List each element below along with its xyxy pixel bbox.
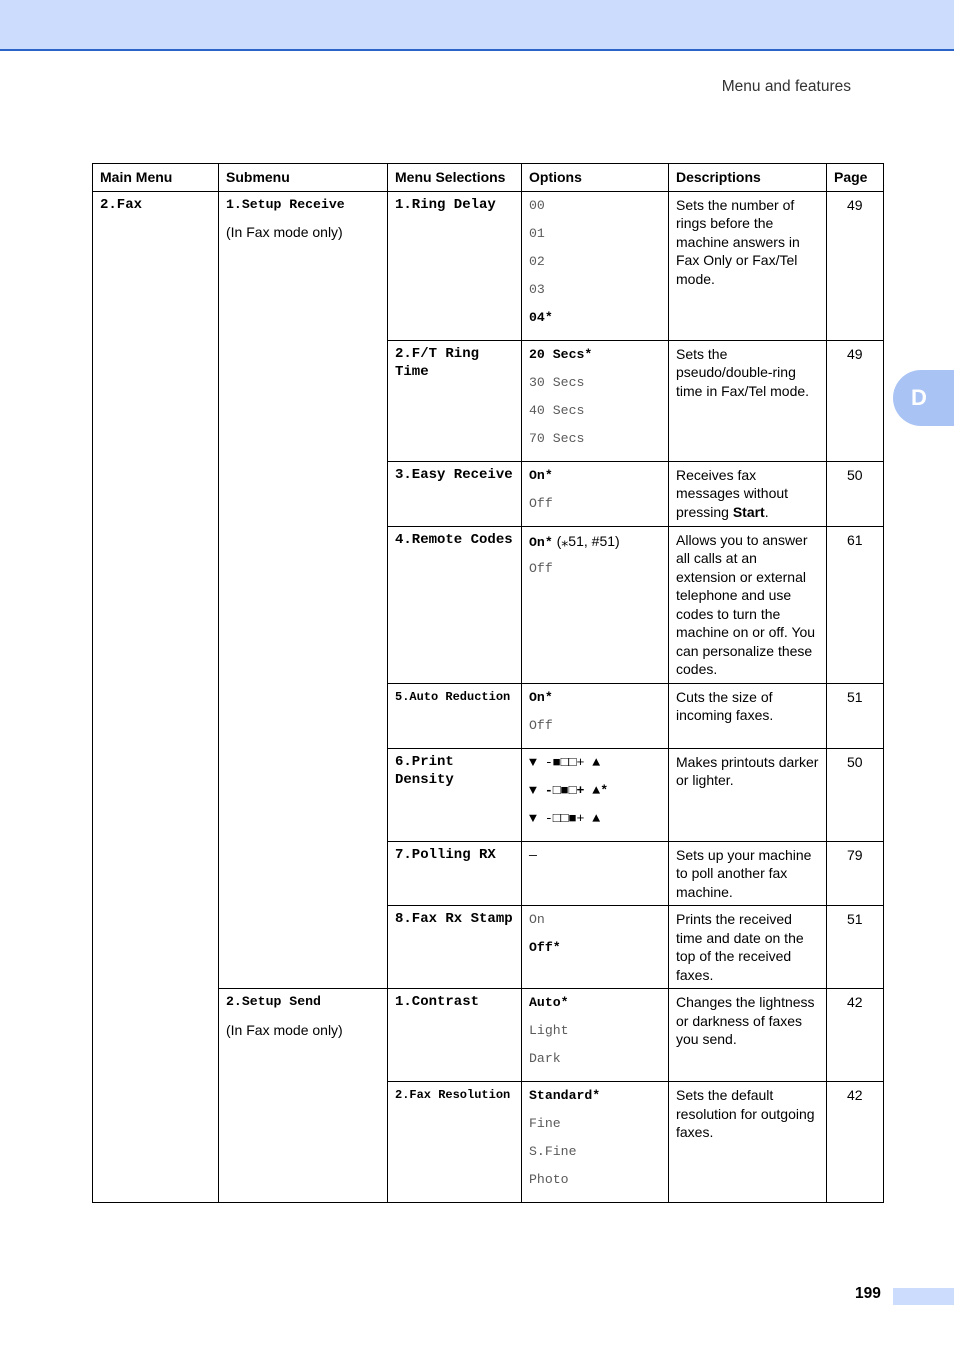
main-menu-cell: 2.Fax bbox=[93, 191, 219, 1203]
options-cell bbox=[522, 748, 669, 841]
option-default: 20 Secs* bbox=[529, 346, 593, 362]
option: Fine bbox=[529, 1116, 561, 1131]
option: 30 Secs bbox=[529, 374, 585, 390]
page-cell: 42 bbox=[827, 989, 884, 1082]
options-cell bbox=[522, 683, 669, 748]
option-value: On* bbox=[529, 534, 553, 550]
description-cell: Sets up your machine to poll another fax machine. bbox=[669, 841, 827, 906]
section-title: Menu and features bbox=[721, 78, 851, 95]
page-cell: 79 bbox=[827, 841, 884, 906]
selection-cell: 4.Remote Codes bbox=[388, 526, 522, 683]
table-row bbox=[93, 191, 884, 340]
start-key-label: Start bbox=[732, 503, 765, 520]
options-cell bbox=[522, 989, 669, 1082]
description-cell: Sets the number of rings before the machine answers in Fax Only or Fax/Tel mode. bbox=[669, 191, 827, 340]
selection-cell: 7.Polling RX bbox=[388, 841, 522, 906]
page-number: 199 bbox=[855, 1285, 881, 1302]
option-default: Auto* bbox=[529, 995, 569, 1010]
option: Off bbox=[529, 717, 553, 733]
description-text: Receives fax messages without pressing bbox=[676, 466, 789, 520]
option-default bbox=[529, 527, 662, 555]
option-none: — bbox=[529, 847, 537, 863]
selection-cell: 1.Ring Delay bbox=[388, 191, 522, 340]
selection-cell: 6.Print Density bbox=[388, 748, 522, 841]
options-cell bbox=[522, 1082, 669, 1203]
option: Light bbox=[529, 1023, 569, 1038]
col-header: Options bbox=[522, 164, 669, 192]
selection-cell: 8.Fax Rx Stamp bbox=[388, 906, 522, 989]
description-text: . bbox=[764, 503, 769, 520]
options-cell bbox=[522, 526, 669, 683]
option: 02 bbox=[529, 253, 545, 269]
page-cell: 42 bbox=[827, 1082, 884, 1203]
chapter-tab bbox=[893, 370, 954, 426]
submenu-name: 1.Setup Receive bbox=[226, 196, 345, 212]
option: Photo bbox=[529, 1172, 569, 1187]
options-cell bbox=[522, 191, 669, 340]
table-header-row bbox=[93, 164, 884, 192]
col-header: Main Menu bbox=[93, 164, 219, 192]
description-cell: Allows you to answer all calls at an extension or external telephone and use codes to turn the machine on or off. You can personalize these codes. bbox=[669, 526, 827, 683]
option: Dark bbox=[529, 1051, 561, 1066]
density-option-dark: ▼ -□□■+ ▲ bbox=[529, 810, 601, 826]
option-default: On* bbox=[529, 467, 553, 483]
option-default: Off* bbox=[529, 940, 561, 955]
option-note: (⁎51, #51) bbox=[552, 532, 620, 549]
col-header: Page bbox=[827, 164, 884, 192]
col-header: Menu Selections bbox=[388, 164, 522, 192]
option: 40 Secs bbox=[529, 402, 585, 418]
option-default: 04* bbox=[529, 309, 553, 325]
option: 00 bbox=[529, 197, 545, 213]
col-header: Descriptions bbox=[669, 164, 827, 192]
page-cell: 50 bbox=[827, 748, 884, 841]
option: 70 Secs bbox=[529, 430, 585, 446]
footer-band bbox=[893, 1288, 954, 1305]
col-header: Submenu bbox=[219, 164, 388, 192]
option-default: Standard* bbox=[529, 1088, 601, 1103]
description-cell: Makes printouts darker or lighter. bbox=[669, 748, 827, 841]
option-default: On* bbox=[529, 689, 553, 705]
options-cell bbox=[522, 841, 669, 906]
selection-cell: 3.Easy Receive bbox=[388, 461, 522, 526]
options-cell bbox=[522, 906, 669, 989]
option: Off bbox=[529, 560, 553, 576]
options-cell bbox=[522, 340, 669, 461]
density-option-light: ▼ -■□□+ ▲ bbox=[529, 754, 601, 770]
chapter-letter: D bbox=[911, 385, 927, 410]
description-cell: Sets the default resolution for outgoing faxes. bbox=[669, 1082, 827, 1203]
selection-cell: 5.Auto Reduction bbox=[388, 683, 522, 748]
options-cell bbox=[522, 461, 669, 526]
menu-table bbox=[92, 163, 884, 1203]
description-cell bbox=[669, 461, 827, 526]
top-band bbox=[0, 0, 954, 51]
description-cell: Prints the received time and date on the top of the received faxes. bbox=[669, 906, 827, 989]
submenu-name: 2.Setup Send bbox=[226, 994, 321, 1009]
page-cell: 50 bbox=[827, 461, 884, 526]
page-cell: 51 bbox=[827, 683, 884, 748]
selection-cell: 1.Contrast bbox=[388, 989, 522, 1082]
description-cell: Changes the lightness or darkness of faxes you send. bbox=[669, 989, 827, 1082]
selection-cell: 2.F/T Ring Time bbox=[388, 340, 522, 461]
option: Off bbox=[529, 495, 553, 511]
option: On bbox=[529, 912, 545, 927]
page-cell: 49 bbox=[827, 191, 884, 340]
submenu-note: (In Fax mode only) bbox=[226, 224, 343, 240]
option: S.Fine bbox=[529, 1144, 577, 1159]
density-option-default: ▼ -□■□+ ▲* bbox=[529, 782, 609, 798]
description-cell: Cuts the size of incoming faxes. bbox=[669, 683, 827, 748]
submenu-cell bbox=[219, 989, 388, 1203]
selection-cell: 2.Fax Resolution bbox=[388, 1082, 522, 1203]
page-cell: 61 bbox=[827, 526, 884, 683]
option: 01 bbox=[529, 225, 545, 241]
page-cell: 49 bbox=[827, 340, 884, 461]
description-cell: Sets the pseudo/double-ring time in Fax/Tel mode. bbox=[669, 340, 827, 461]
submenu-cell bbox=[219, 191, 388, 989]
option: 03 bbox=[529, 281, 545, 297]
page-cell: 51 bbox=[827, 906, 884, 989]
submenu-note: (In Fax mode only) bbox=[226, 1021, 343, 1038]
